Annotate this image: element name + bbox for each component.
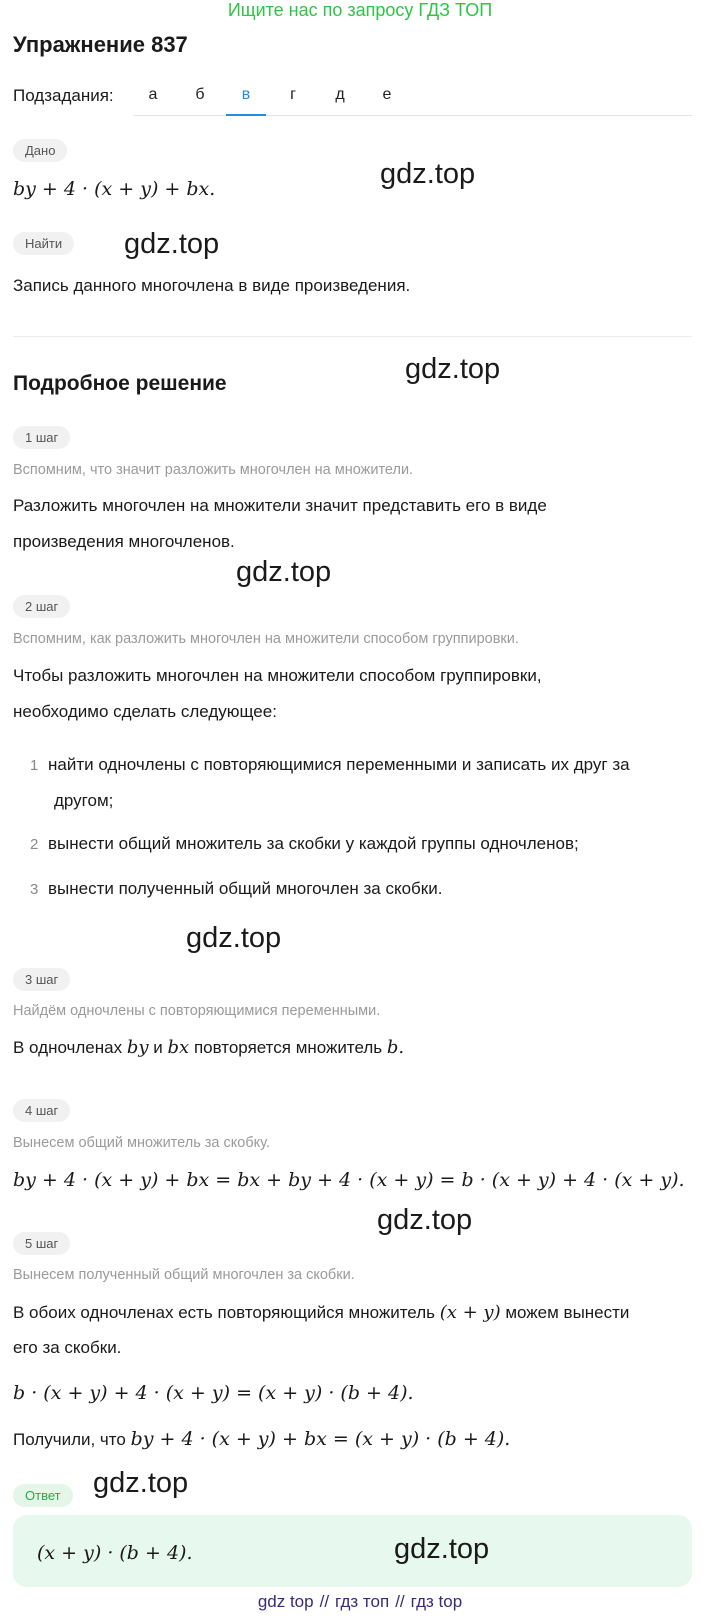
- step-3-text: [13, 1037, 404, 1058]
- step-5-expression: b · (x + y) + 4 · (x + y) = (x + y) · (b + 4).: [13, 1382, 414, 1404]
- step-3-text-b: и: [153, 1038, 163, 1057]
- tab-d[interactable]: д: [335, 86, 345, 103]
- step-5-hint: Вынесем полученный общий многочлен за скобки.: [13, 1267, 355, 1283]
- step-5-line-1: [13, 1302, 629, 1323]
- step-5-line-2: его за скобки.: [13, 1338, 122, 1357]
- step-5-badge: 5 шаг: [13, 1232, 70, 1255]
- watermark: gdz.top: [236, 556, 332, 588]
- footer-link-1[interactable]: gdz top: [257, 1592, 314, 1611]
- step-5-result-text: Получили, что: [13, 1430, 126, 1449]
- step-3-hint: Найдём одночлены с повторяющимися переменными.: [13, 1003, 381, 1019]
- step-4-badge: 4 шаг: [13, 1099, 70, 1122]
- footer-links: [0, 1592, 720, 1612]
- step-2-hint: Вспомним, как разложить многочлен на множители способом группировки.: [13, 631, 519, 647]
- footer-separator: //: [395, 1592, 405, 1611]
- list-item-1-line-1: найти одночлены с повторяющимися переменными и записать их друг за: [48, 755, 630, 774]
- page-title: Упражнение 837: [13, 32, 188, 57]
- step-4-expression: by + 4 · (x + y) + bx = bx + by + 4 · (x + y) = b · (x + y) + 4 · (x + y).: [13, 1169, 685, 1191]
- step-2-badge: 2 шаг: [13, 595, 70, 618]
- tab-a[interactable]: а: [148, 86, 158, 103]
- list-item-3: вынести полученный общий многочлен за скобки.: [48, 879, 443, 898]
- solution-title: Подробное решение: [13, 372, 227, 395]
- step-1-hint: Вспомним, что значит разложить многочлен на множители.: [13, 462, 414, 478]
- list-item-2: вынести общий множитель за скобки у каждой группы одночленов;: [48, 834, 579, 853]
- footer-link-2[interactable]: гдз топ: [335, 1592, 390, 1611]
- watermark: gdz.top: [124, 228, 220, 260]
- math-bx: bx: [167, 1037, 190, 1058]
- find-badge: Найти: [13, 232, 74, 255]
- step-2-line-2: необходимо сделать следующее:: [13, 702, 277, 721]
- watermark: gdz.top: [93, 1467, 189, 1499]
- step-2-line-1: Чтобы разложить многочлен на множители способом группировки,: [13, 666, 542, 685]
- top-banner[interactable]: Ищите нас по запросу ГДЗ ТОП: [227, 0, 493, 20]
- step-1-line-2: произведения многочленов.: [13, 532, 235, 551]
- step-5-result-expression: by + 4 · (x + y) + bx = (x + y) · (b + 4).: [130, 1428, 511, 1450]
- step-3-text-a: В одночленах: [13, 1038, 123, 1057]
- watermark: gdz.top: [405, 353, 501, 385]
- watermark: gdz.top: [394, 1533, 490, 1565]
- step-5-text-a: В обоих одночленах есть повторяющийся множитель: [13, 1303, 435, 1322]
- tab-b[interactable]: б: [195, 86, 205, 103]
- step-1-badge: 1 шаг: [13, 426, 70, 449]
- step-3-badge: 3 шаг: [13, 968, 70, 991]
- given-badge: Дано: [13, 139, 67, 162]
- watermark: gdz.top: [380, 158, 476, 190]
- subtasks-label: Подзадания:: [13, 86, 114, 105]
- list-item-number: 1: [30, 757, 39, 774]
- answer-badge: Ответ: [13, 1484, 73, 1507]
- math-by: by: [126, 1037, 149, 1058]
- list-item-number: 2: [30, 836, 39, 853]
- list-item-1-line-2: другом;: [54, 791, 114, 810]
- step-3-text-c: повторяется множитель: [193, 1038, 383, 1057]
- watermark: gdz.top: [377, 1204, 473, 1236]
- watermark: gdz.top: [186, 922, 282, 954]
- divider: [13, 336, 692, 337]
- math-x-plus-y: (x + y): [439, 1302, 501, 1323]
- step-4-hint: Вынесем общий множитель за скобку.: [13, 1135, 270, 1151]
- tab-v[interactable]: в: [226, 80, 266, 116]
- step-1-line-1: Разложить многочлен на множители значит представить его в виде: [13, 496, 547, 515]
- math-b: b.: [386, 1037, 405, 1058]
- given-expression: by + 4 · (x + y) + bx.: [13, 178, 216, 200]
- find-text: Запись данного многочлена в виде произведения.: [13, 276, 411, 295]
- list-item-number: 3: [30, 881, 39, 898]
- footer-link-3[interactable]: гдз top: [410, 1592, 463, 1611]
- subtasks-tabs: [133, 80, 692, 116]
- step-5-result: [13, 1428, 510, 1450]
- step-5-text-b: можем вынести: [505, 1303, 630, 1322]
- tab-g[interactable]: г: [290, 86, 296, 103]
- tab-e[interactable]: е: [382, 86, 392, 103]
- footer-separator: //: [319, 1592, 330, 1611]
- answer-expression: (x + y) · (b + 4).: [37, 1542, 193, 1564]
